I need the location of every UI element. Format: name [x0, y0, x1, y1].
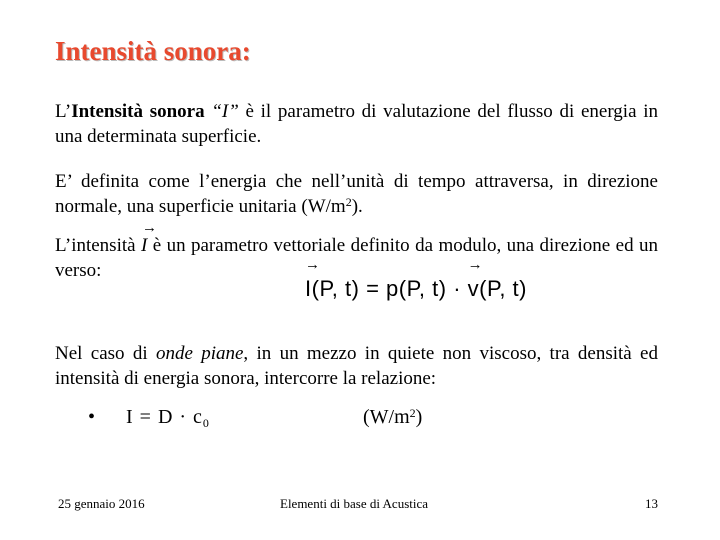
equation-subscript: 0 [202, 416, 210, 430]
footer-page-number: 13 [645, 496, 658, 511]
formula-rhs-p: p(P, t) · [386, 276, 468, 301]
footer-title: Elementi di base di Acustica [280, 496, 429, 511]
p4-italic: onde piane [155, 343, 244, 364]
formula-lhs-symbol: → I [305, 276, 312, 302]
intensity-formula [305, 276, 527, 302]
p3-after: è un parametro vettoriale definito da modulo, una direzione ed un verso: [55, 235, 658, 281]
paragraph-plane-waves [55, 341, 658, 391]
p1-before: L’ [55, 101, 72, 122]
p1-bold: Intensità sonora [71, 101, 205, 122]
p2-text: E’ definita come l’energia che nell’unità di tempo attraversa, in direzione normale, una superficie unitaria (W/m [55, 171, 658, 217]
unit-end: ) [415, 406, 423, 428]
p4-after: , in un mezzo in quiete non viscoso, tra densità ed intensità di energia sonora, intercorre la relazione: [55, 343, 658, 389]
footer-date: 25 gennaio 2016 [58, 496, 145, 511]
p2-end: ). [351, 196, 363, 217]
unit-sup: 2 [409, 406, 416, 420]
p1-after: è il parametro di valutazione del flusso di energia in una determinata superficie. [55, 101, 659, 147]
relation-unit [363, 406, 422, 429]
formula-rhs-args: (P, t) [479, 276, 527, 301]
unit-text: (W/m [363, 406, 410, 428]
p2-sup: 2 [345, 195, 352, 209]
slide-title: Intensità sonora: [55, 36, 251, 66]
equation-text: I = D · c [126, 406, 203, 428]
p4-before: Nel caso di [55, 343, 156, 364]
paragraph-energy [55, 169, 658, 219]
formula-equals: = [359, 276, 387, 301]
formula-lhs-args: (P, t) [311, 276, 360, 301]
intensity-vector-symbol: → I [141, 233, 147, 258]
p3-before: L’intensità [55, 235, 141, 256]
paragraph-definition [55, 99, 658, 149]
relation-equation [126, 406, 210, 429]
p1-symbol: “I” [211, 101, 239, 122]
bullet-dot: • [88, 406, 96, 428]
formula-rhs-v: → v [468, 276, 480, 302]
